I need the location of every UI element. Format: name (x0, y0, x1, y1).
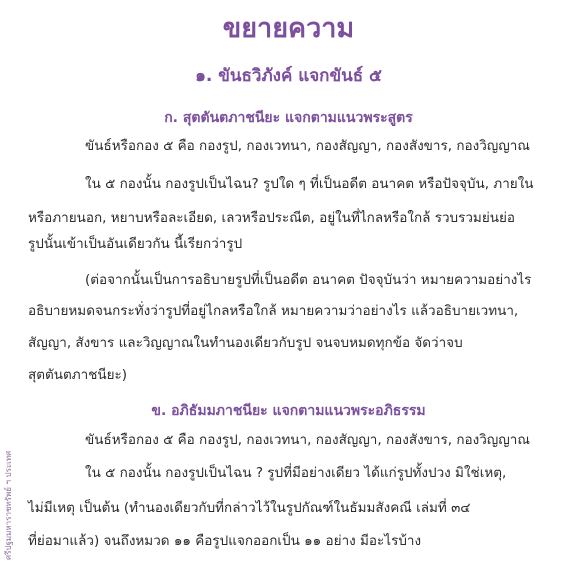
section-b-para1-line: ใน ๕ กองนั้น กองรูปเป็นไฉน ? รูปที่มีอย่างเดียว ได้แก่รูปทั้งปวง มิใช่เหตุ, (85, 465, 507, 481)
section-a-para1-line: รูปนั้นเข้าเป็นอันเดียวกัน นี้เรียกว่ารูป (28, 236, 243, 252)
section-b-para1-line: ที่ย่อมาแล้ว) จนถึงหมวด ๑๑ คือรูปแจกออกเป็น ๑๑ อย่าง มีอะไรบ้าง (28, 533, 422, 549)
page-subtitle: ๑. ขันธวิภังค์ แจกขันธ์ ๕ (195, 66, 382, 86)
section-b-para1-line: ไม่มีเหตุ เป็นต้น (ทำนองเดียวกับที่กล่าวไว้ในรูปกัณฑ์ในธัมมสังคณี เล่มที่ ๓๔ (28, 500, 471, 516)
section-b-para1-line: ขันธ์หรือกอง ๕ คือ กองรูป, กองเวทนา, กองสัญญา, กองสังขาร, กองวิญญาณ (85, 432, 530, 448)
section-a-para2-line: สุตตันตภาชนียะ) (28, 367, 128, 383)
section-a-para1-line: ขันธ์หรือกอง ๕ คือ กองรูป, กองเวทนา, กองสัญญา, กองสังขาร, กองวิญญาณ (85, 138, 530, 154)
section-a-para1-line: หรือภายนอก, หยาบหรือละเอียด, เลวหรือประณีต, อยู่ในที่ไกลหรือใกล้ รวบรวมย่นย่อ (28, 210, 515, 226)
section-a-para1-line: ใน ๕ กองนั้น กองรูปเป็นไฉน? รูปใด ๆ ที่เป็นอดีต อนาคต หรือปัจจุบัน, ภายใน (85, 176, 534, 192)
section-a-para2-line: สัญญา, สังขาร และวิญญาณในทำนองเดียวกับรูป จนจบหมดทุกข้อ จัดว่าจบ (28, 335, 463, 351)
section-a-para2-line: (ต่อจากนั้นเป็นการอธิบายรูปที่เป็นอดีต อนาคต ปัจจุบันว่า หมายความอย่างไร (85, 272, 532, 288)
side-watermark-label: ศรีปฐมมหาราชทรัพย์ ฯ ประเทศ (4, 450, 13, 560)
section-b-heading: ข. อภิธัมมภาชนียะ แจกตามแนวพระอภิธรรม (151, 403, 426, 419)
page-title: ขยายความ (222, 13, 355, 44)
section-a-heading: ก. สุตตันตภาชนียะ แจกตามแนวพระสูตร (164, 110, 413, 126)
section-a-para2-line: อธิบายหมดจนกระทั่งว่ารูปที่อยู่ไกลหรือใกล้ หมายความว่าอย่างไร แล้วอธิบายเวทนา, (28, 303, 519, 319)
